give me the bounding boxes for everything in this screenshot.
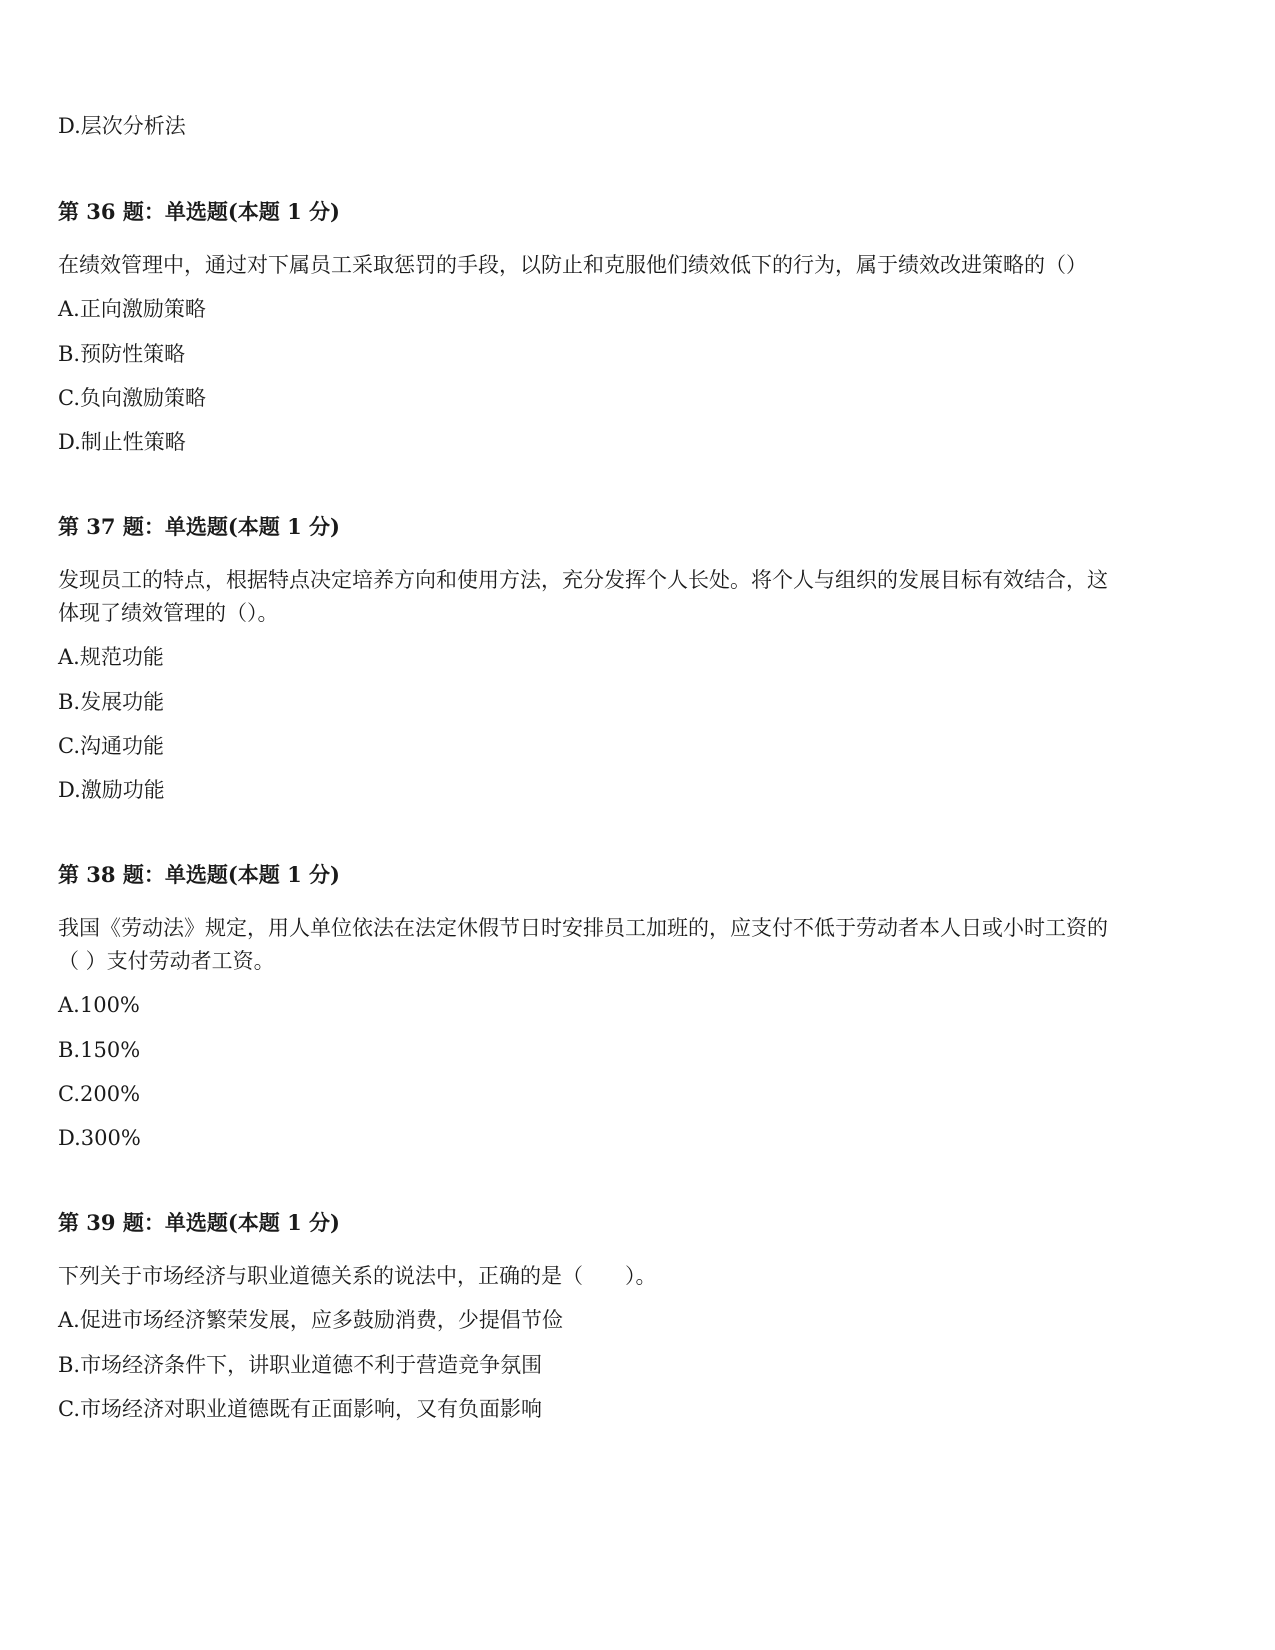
question-36-option-b: B.预防性策略 <box>58 342 186 366</box>
question-39-title: 第 39 题：单选题(本题 1 分) <box>58 1210 340 1235</box>
option-d-previous-question: D.层次分析法 <box>58 114 186 138</box>
question-37-title: 第 37 题：单选题(本题 1 分) <box>58 514 340 539</box>
question-38-stem-line-2: （ ）支付劳动者工资。 <box>58 949 275 973</box>
question-37-stem-line-1: 发现员工的特点，根据特点决定培养方向和使用方法，充分发挥个人长处。将个人与组织的发展目标有效结合，这 <box>58 568 1108 592</box>
question-38-stem-line-1: 我国《劳动法》规定，用人单位依法在法定休假节日时安排员工加班的，应支付不低于劳动者本人日或小时工资的 <box>58 916 1108 940</box>
question-36-stem: 在绩效管理中，通过对下属员工采取惩罚的手段，以防止和克服他们绩效低下的行为，属于绩效改进策略的（） <box>58 253 1087 277</box>
question-36-option-d: D.制止性策略 <box>58 430 186 454</box>
question-38-title: 第 38 题：单选题(本题 1 分) <box>58 862 340 887</box>
question-38-option-a: A.100% <box>58 993 140 1017</box>
question-37-stem-line-2: 体现了绩效管理的（）。 <box>58 601 279 625</box>
question-37-option-c: C.沟通功能 <box>58 734 164 758</box>
question-37-option-b: B.发展功能 <box>58 690 165 714</box>
question-39-option-a: A.促进市场经济繁荣发展，应多鼓励消费，少提倡节俭 <box>58 1308 563 1332</box>
question-39-option-b: B.市场经济条件下，讲职业道德不利于营造竞争氛围 <box>58 1353 543 1377</box>
question-37-option-a: A.规范功能 <box>58 645 164 669</box>
question-36-option-a: A.正向激励策略 <box>58 297 206 321</box>
question-39-stem: 下列关于市场经济与职业道德关系的说法中，正确的是（ ）。 <box>58 1264 657 1288</box>
question-38-option-d: D.300% <box>58 1126 141 1150</box>
question-38-option-c: C.200% <box>58 1082 141 1106</box>
question-39-option-c: C.市场经济对职业道德既有正面影响，又有负面影响 <box>58 1397 542 1421</box>
question-38-option-b: B.150% <box>58 1038 141 1062</box>
question-36-title: 第 36 题：单选题(本题 1 分) <box>58 199 340 224</box>
question-37-option-d: D.激励功能 <box>58 778 165 802</box>
question-36-option-c: C.负向激励策略 <box>58 386 206 410</box>
